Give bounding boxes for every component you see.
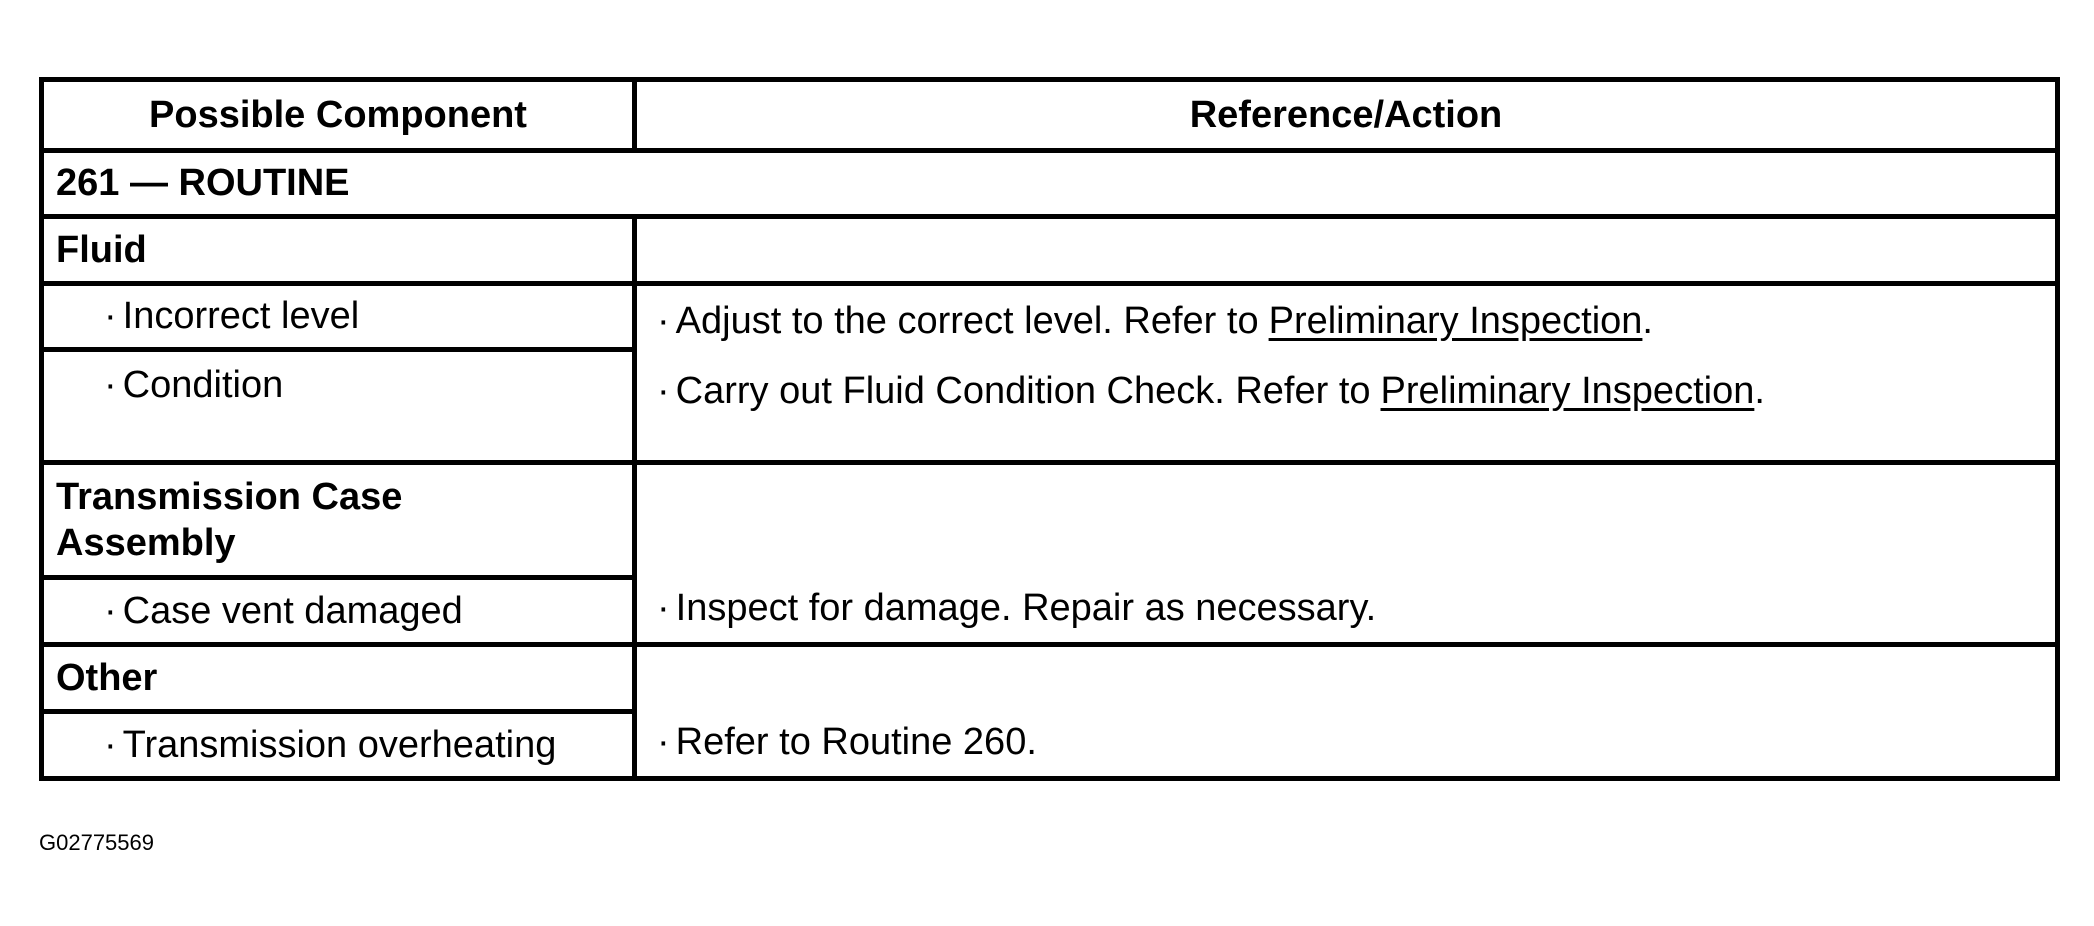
- routine-row: [42, 151, 2058, 217]
- component-incorrect-level: Incorrect level: [122, 295, 360, 337]
- component-cell: [42, 284, 635, 350]
- group-action-empty: [635, 217, 2058, 284]
- routine-title: 261 — ROUTINE: [42, 151, 2058, 217]
- action-stack: [657, 286, 2055, 426]
- action-fluid-condition: Carry out Fluid Condition Check. Refer to: [675, 370, 1371, 412]
- component-case-vent: Case vent damaged: [122, 589, 463, 632]
- preliminary-inspection-link[interactable]: Preliminary Inspection: [1268, 300, 1643, 342]
- link-suffix: .: [1642, 300, 1653, 342]
- action-adjust-level: Adjust to the correct level. Refer to: [675, 300, 1259, 342]
- bullet: ·: [104, 723, 117, 766]
- component-cell: [42, 712, 635, 779]
- component-cell: [42, 350, 635, 463]
- group-row-fluid: [42, 217, 2058, 284]
- header-possible-component: Possible Component: [42, 80, 635, 151]
- action-refer-routine: Refer to Routine 260.: [675, 721, 1037, 763]
- group-name-case: [42, 463, 635, 578]
- component-cell: [42, 578, 635, 645]
- preliminary-inspection-link[interactable]: Preliminary Inspection: [1380, 370, 1755, 412]
- group-name-line: Transmission Case: [56, 476, 403, 518]
- group-row-other: [42, 645, 2058, 712]
- diagnosis-table: [39, 77, 2060, 781]
- component-condition: Condition: [122, 364, 284, 406]
- action-line: [657, 356, 2055, 426]
- action-cell-case: [635, 463, 2058, 645]
- action-cell-other: [635, 645, 2058, 779]
- header-reference-action: Reference/Action: [635, 80, 2058, 151]
- bullet: ·: [657, 370, 670, 412]
- action-inspect-damage: Inspect for damage. Repair as necessary.: [675, 587, 1377, 629]
- action-line: [657, 286, 2055, 356]
- group-row-case: [42, 463, 2058, 578]
- group-name-fluid: Fluid: [42, 217, 635, 284]
- action-cell-fluid: [635, 284, 2058, 463]
- figure-code: G02775569: [39, 830, 154, 855]
- group-name-line: Assembly: [56, 522, 236, 564]
- bullet: ·: [657, 721, 670, 763]
- header-row: [42, 80, 2058, 151]
- bullet: ·: [104, 364, 117, 406]
- link-suffix: .: [1754, 370, 1765, 412]
- component-overheating: Transmission overheating: [122, 723, 557, 766]
- bullet: ·: [104, 589, 117, 632]
- table-row: [42, 284, 2058, 350]
- bullet: ·: [657, 300, 670, 342]
- bullet: ·: [657, 587, 670, 629]
- group-name-other: Other: [42, 645, 635, 712]
- bullet: ·: [104, 295, 117, 337]
